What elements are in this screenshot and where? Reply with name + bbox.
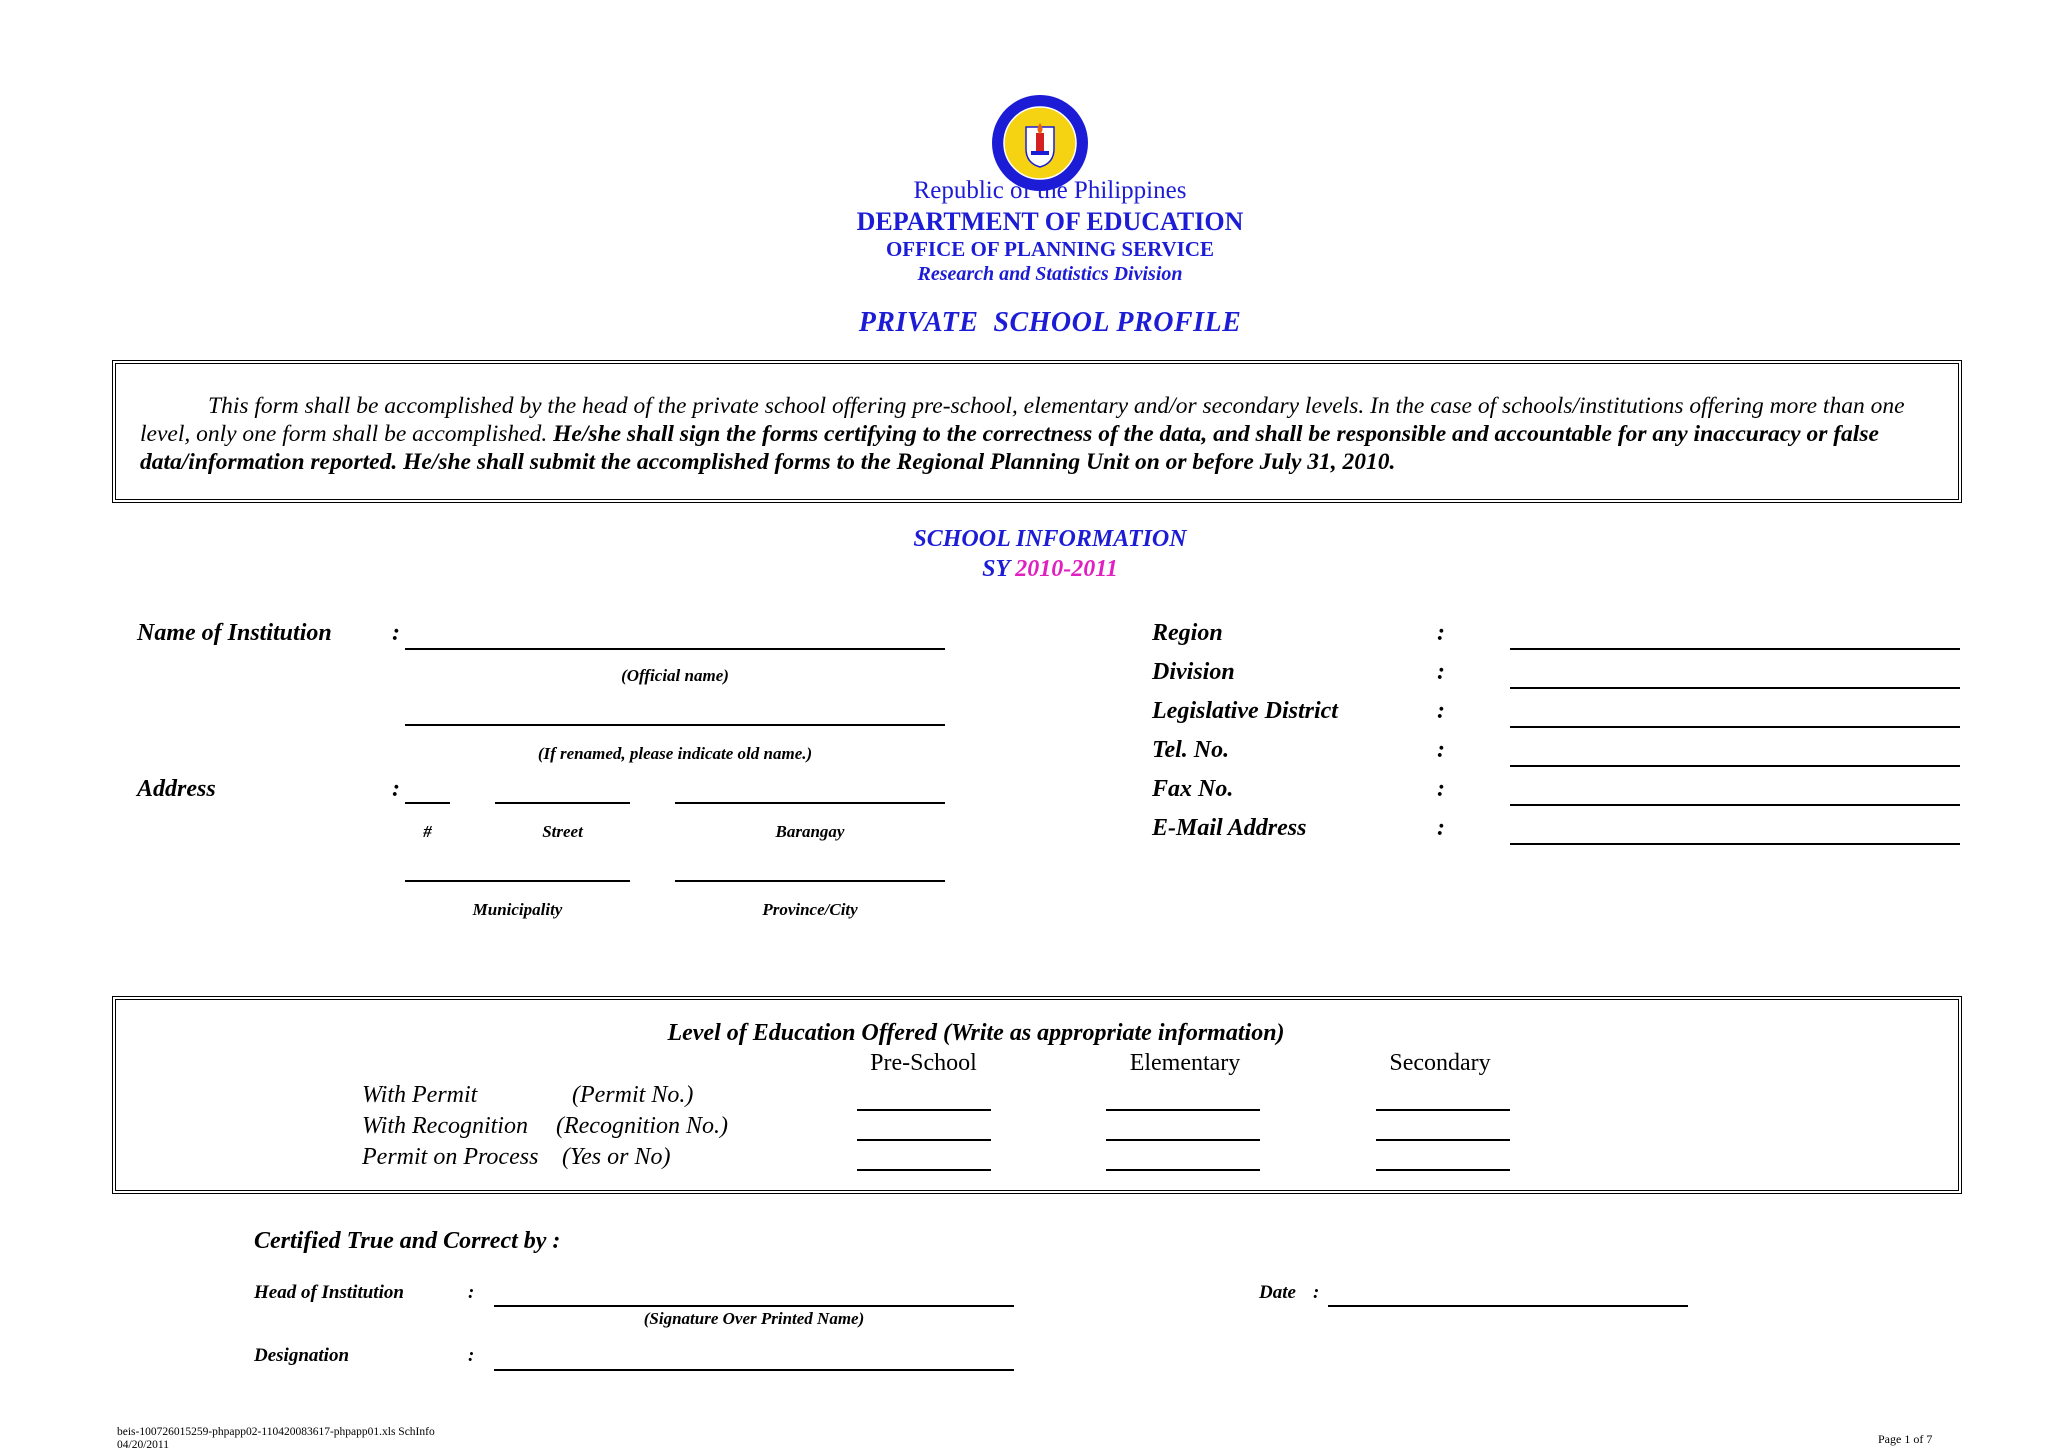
email-colon: : — [1437, 815, 1445, 841]
region-label: Region — [1152, 620, 1223, 646]
school-info-title: SCHOOL INFORMATION — [913, 526, 1187, 552]
column-elementary: Elementary — [1129, 1050, 1241, 1076]
header-republic: Republic of the Philippines — [913, 177, 1187, 204]
address-number-label: # — [423, 822, 432, 841]
old-name-input[interactable] — [405, 724, 945, 726]
email-input[interactable] — [1510, 843, 1960, 845]
level-of-education-box — [112, 996, 1962, 1194]
tel-no-label: Tel. No. — [1152, 737, 1230, 763]
recognition-elementary-input[interactable] — [1106, 1139, 1260, 1141]
header-division: Research and Statistics Division — [917, 263, 1183, 285]
name-colon: : — [392, 620, 400, 646]
school-year: SY 2010-2011 — [982, 556, 1118, 582]
address-colon: : — [392, 776, 400, 802]
process-preschool-input[interactable] — [857, 1169, 991, 1171]
process-elementary-input[interactable] — [1106, 1169, 1260, 1171]
designation-label: Designation — [254, 1345, 350, 1366]
row-permit-on-process-note: (Yes or No) — [562, 1144, 671, 1170]
address-street-label: Street — [542, 822, 583, 841]
region-input[interactable] — [1510, 648, 1960, 650]
tel-no-colon: : — [1437, 737, 1445, 763]
address-street-input[interactable] — [495, 802, 630, 804]
region-colon: : — [1437, 620, 1445, 646]
row-with-recognition-note: (Recognition No.) — [556, 1113, 728, 1139]
fax-no-input[interactable] — [1510, 804, 1960, 806]
file-reference-date: 04/20/2011 — [117, 1439, 169, 1451]
head-signature-input[interactable] — [494, 1305, 1014, 1307]
instructions-bold: He/she shall sign the forms certifying to the correctness of the data, and shall be responsible and accountable for any inaccuracy or false data/information reported. He/she shall submit the accomplished forms to the Regional Planning Unit on or before July 31, 2010. — [140, 421, 1879, 475]
name-of-institution-label: Name of Institution — [137, 620, 332, 646]
address-province-input[interactable] — [675, 880, 945, 882]
fax-no-colon: : — [1437, 776, 1445, 802]
address-municipality-input[interactable] — [405, 880, 630, 882]
recognition-preschool-input[interactable] — [857, 1139, 991, 1141]
address-label: Address — [137, 776, 216, 802]
header-office: OFFICE OF PLANNING SERVICE — [885, 237, 1215, 261]
row-with-permit-label: With Permit — [362, 1082, 478, 1108]
form-title: PRIVATE SCHOOL PROFILE — [858, 307, 1242, 338]
certified-title: Certified True and Correct by : — [254, 1228, 561, 1254]
level-of-education-title: Level of Education Offered (Write as appropriate information) — [667, 1020, 1285, 1046]
official-name-hint: (Official name) — [621, 666, 729, 685]
header-department: DEPARTMENT OF EDUCATION — [856, 207, 1244, 236]
row-with-permit-note: (Permit No.) — [572, 1082, 694, 1108]
address-barangay-input[interactable] — [675, 802, 945, 804]
column-secondary: Secondary — [1389, 1050, 1491, 1076]
fax-no-label: Fax No. — [1152, 776, 1234, 802]
row-with-recognition-label: With Recognition — [362, 1113, 528, 1139]
official-name-input[interactable] — [405, 648, 945, 650]
file-reference-name: beis-100726015259-phpapp02-110420083617-phpapp01.xls SchInfo — [117, 1426, 435, 1438]
email-label: E-Mail Address — [1152, 815, 1307, 841]
permit-preschool-input[interactable] — [857, 1109, 991, 1111]
tel-no-input[interactable] — [1510, 765, 1960, 767]
signature-hint: (Signature Over Printed Name) — [643, 1309, 865, 1328]
date-input[interactable] — [1328, 1305, 1688, 1307]
process-secondary-input[interactable] — [1376, 1169, 1510, 1171]
division-label: Division — [1152, 659, 1235, 685]
instructions-box — [112, 360, 1962, 503]
school-year-value: 2010-2011 — [1015, 556, 1118, 582]
legislative-district-input[interactable] — [1510, 726, 1960, 728]
address-number-input[interactable] — [405, 802, 450, 804]
address-municipality-label: Municipality — [472, 900, 563, 919]
column-preschool: Pre-School — [870, 1050, 977, 1076]
head-colon: : — [468, 1282, 475, 1303]
head-of-institution-label: Head of Institution — [254, 1282, 404, 1303]
renamed-hint: (If renamed, please indicate old name.) — [537, 744, 813, 763]
designation-colon: : — [468, 1345, 475, 1366]
recognition-secondary-input[interactable] — [1376, 1139, 1510, 1141]
date-label: Date — [1259, 1282, 1296, 1303]
address-province-label: Province/City — [762, 900, 858, 919]
designation-input[interactable] — [494, 1369, 1014, 1371]
division-colon: : — [1437, 659, 1445, 685]
row-permit-on-process-label: Permit on Process — [362, 1144, 539, 1170]
instructions-text — [140, 392, 1940, 476]
legislative-district-label: Legislative District — [1152, 698, 1338, 724]
file-reference — [117, 1426, 435, 1452]
division-input[interactable] — [1510, 687, 1960, 689]
legislative-district-colon: : — [1437, 698, 1445, 724]
page-number: Page 1 of 7 — [1878, 1432, 1933, 1446]
instructions-normal: This form shall be accomplished by the head of the private school offering pre-school, elementary and/or secondary levels. In the case of schools/institutions offering more than one level, only one form shall be accomplished. — [140, 393, 1905, 447]
permit-secondary-input[interactable] — [1376, 1109, 1510, 1111]
address-barangay-label: Barangay — [775, 822, 845, 841]
date-colon: : — [1313, 1282, 1320, 1303]
permit-elementary-input[interactable] — [1106, 1109, 1260, 1111]
